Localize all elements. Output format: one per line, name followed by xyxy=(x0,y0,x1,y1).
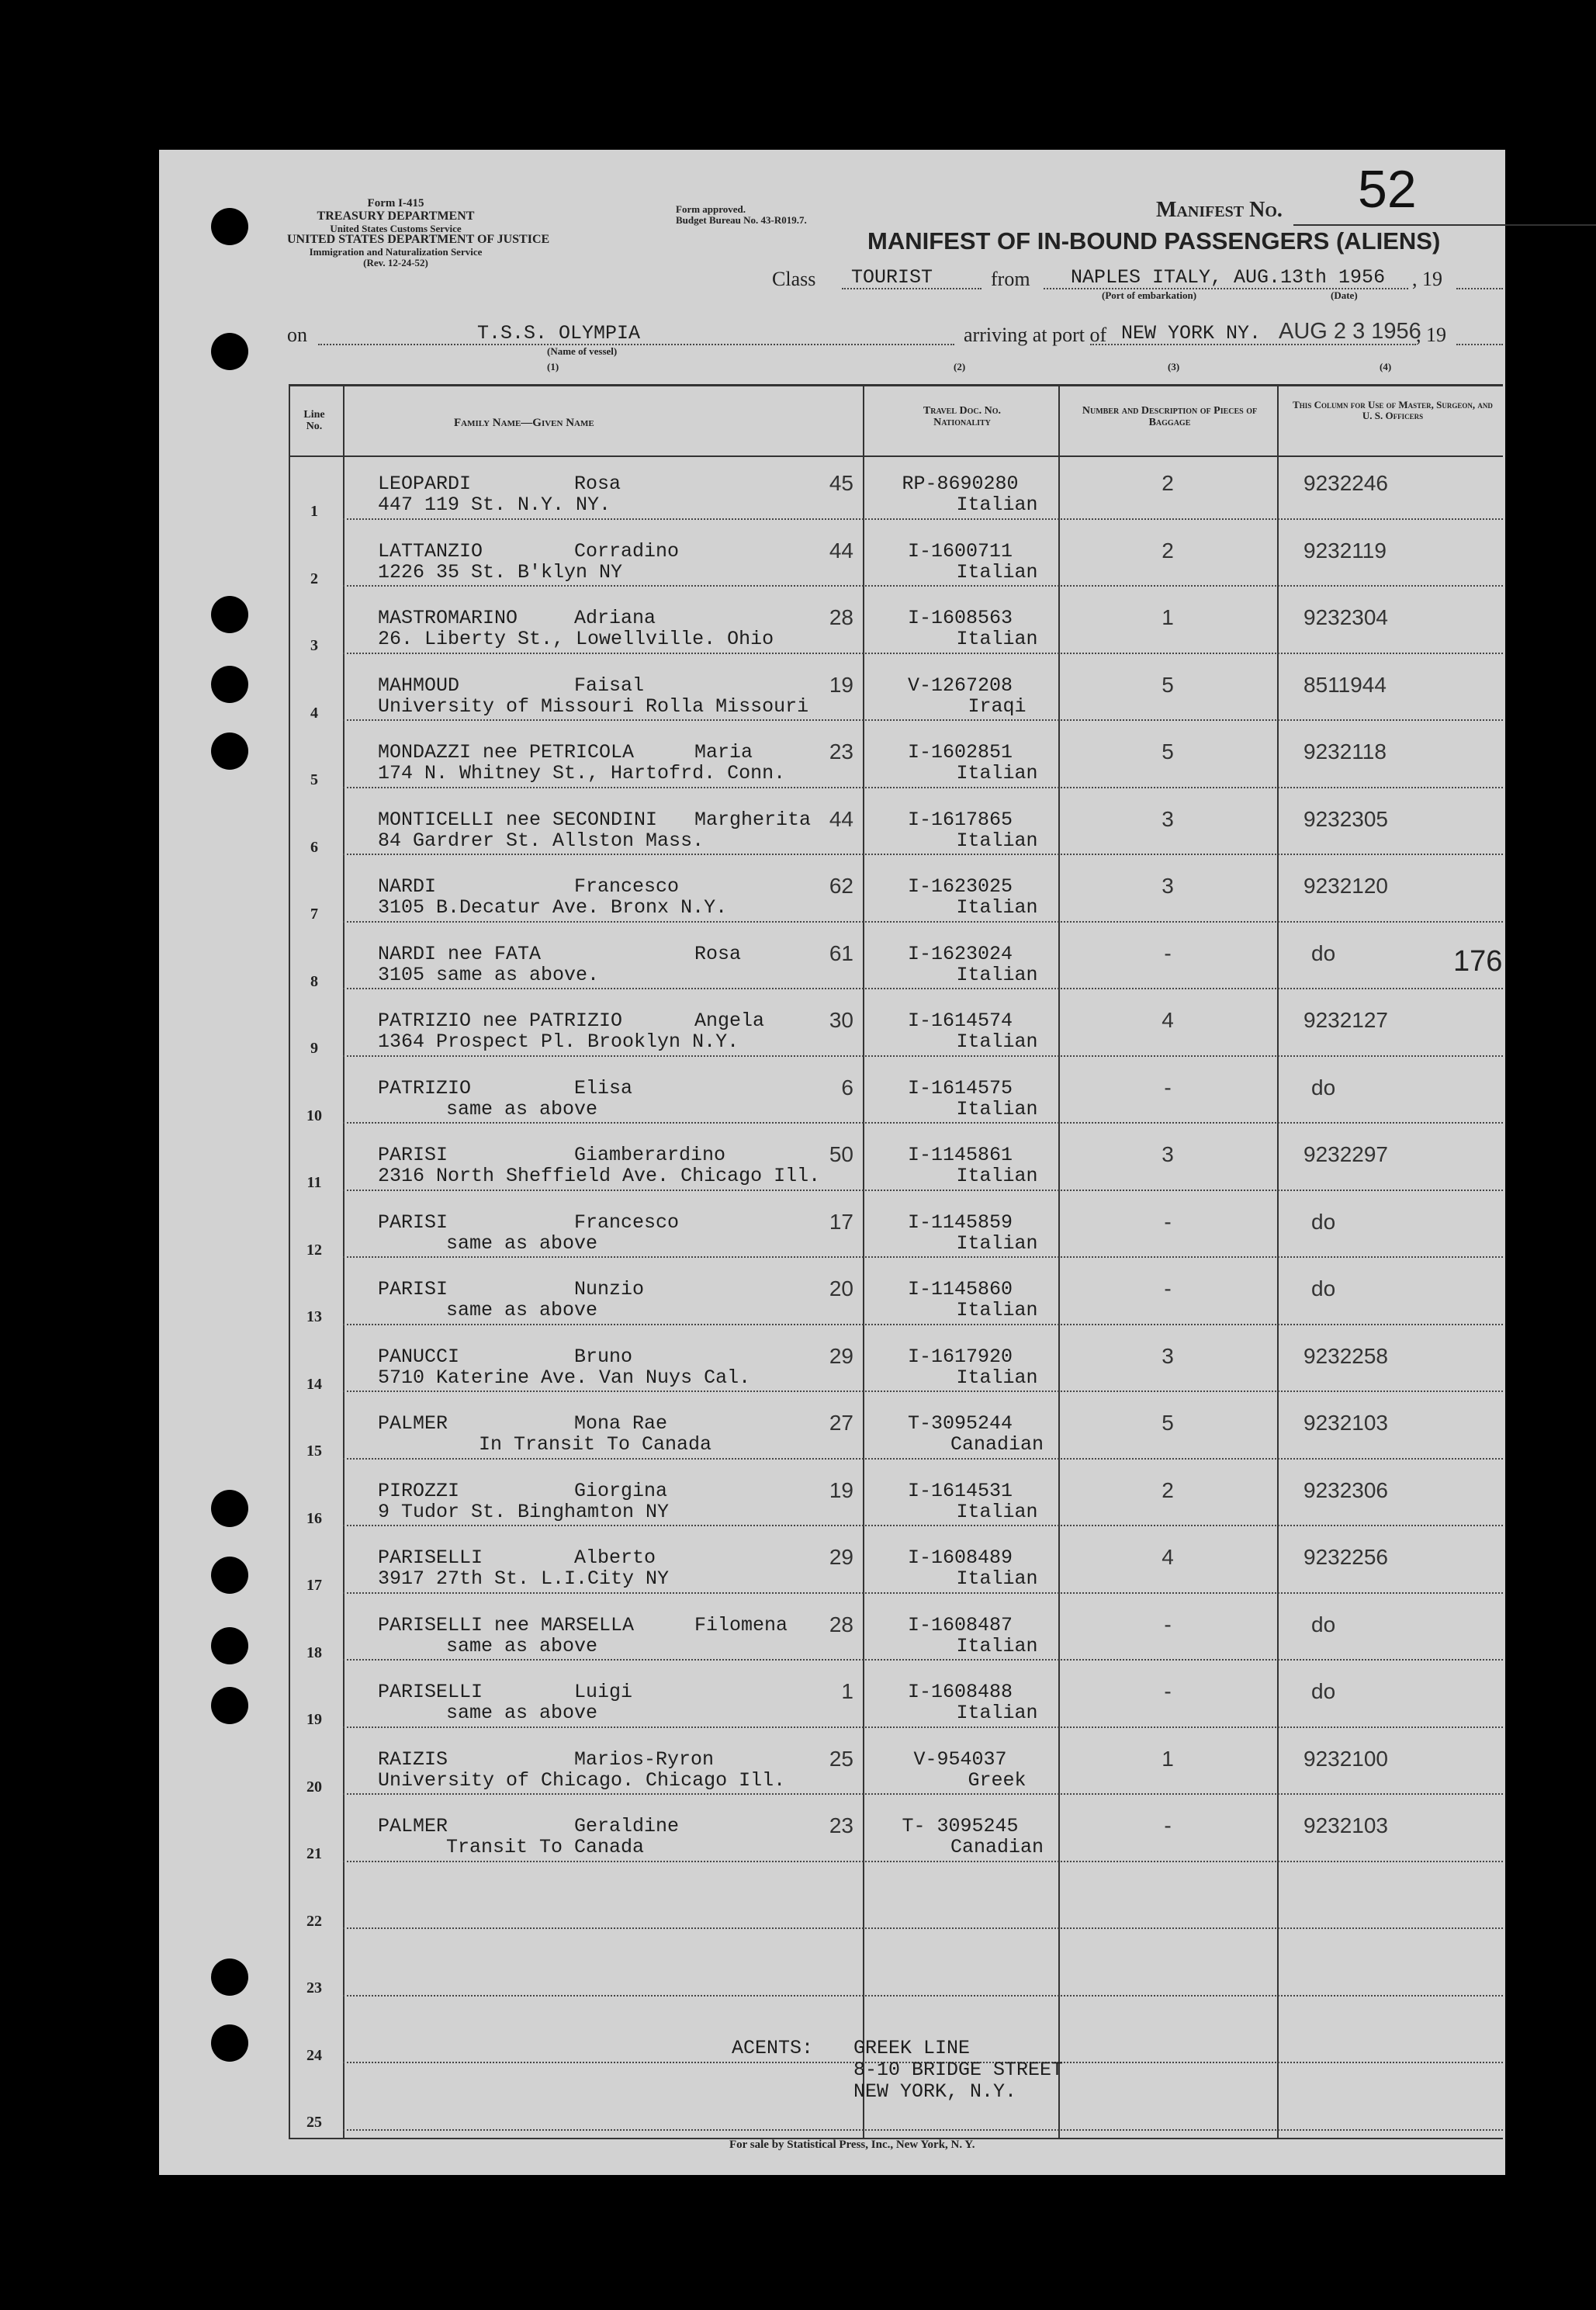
nationality: Italian xyxy=(956,1299,1038,1321)
agents-line-2: 8-10 BRIDGE STREET xyxy=(853,2059,1064,2081)
manifest-title: MANIFEST OF IN-BOUND PASSENGERS (ALIENS) xyxy=(867,227,1441,255)
age: 50 xyxy=(829,1142,853,1166)
nationality: Italian xyxy=(956,1366,1038,1389)
address: In Transit To Canada xyxy=(479,1433,712,1456)
address: same as above xyxy=(446,1299,598,1321)
officer-code: 9232304 xyxy=(1303,605,1389,629)
address: 3917 27th St. L.I.City NY xyxy=(378,1567,670,1590)
line-number: 14 xyxy=(306,1375,322,1393)
age: 19 xyxy=(829,672,853,697)
given-name: Rosa xyxy=(574,473,621,495)
punch-hole xyxy=(211,1958,248,1996)
nationality: Italian xyxy=(956,560,1038,584)
family-name: LEOPARDI xyxy=(378,473,472,495)
nationality: Italian xyxy=(956,1030,1038,1053)
family-name: PIROZZI xyxy=(378,1479,460,1502)
baggage-count: - xyxy=(1164,1209,1172,1234)
line-number: 21 xyxy=(306,1845,322,1862)
margin-note: 176 xyxy=(1453,945,1503,978)
nationality: Italian xyxy=(956,829,1038,852)
baggage-count: 5 xyxy=(1162,1411,1174,1435)
line-number: 9 xyxy=(310,1040,318,1057)
line-number: 5 xyxy=(310,771,318,788)
travel-doc-no: I-1614575 xyxy=(907,1076,1013,1100)
travel-doc-no: I-1617865 xyxy=(907,808,1013,831)
baggage-count: - xyxy=(1164,940,1172,965)
officer-code: 9232306 xyxy=(1303,1477,1389,1502)
family-name: LATTANZIO xyxy=(378,539,483,563)
travel-doc-no: I-1614531 xyxy=(907,1479,1013,1502)
age: 45 xyxy=(829,471,853,495)
address: 9 Tudor St. Binghamton NY xyxy=(378,1500,670,1523)
address: 3105 same as above. xyxy=(378,963,600,986)
class-label: Class xyxy=(772,268,816,290)
travel-doc-no: T-3095244 xyxy=(907,1412,1013,1435)
travel-doc-no: I-1623024 xyxy=(907,942,1013,965)
line-number: 16 xyxy=(306,1509,322,1527)
nationality: Italian xyxy=(956,1634,1038,1657)
given-name: Geraldine xyxy=(574,1815,680,1837)
arrival-port: NEW YORK NY. xyxy=(1121,322,1262,345)
year-suffix: , 19 xyxy=(1412,268,1442,290)
baggage-count: - xyxy=(1164,1612,1172,1636)
family-name: PATRIZIO xyxy=(378,1076,472,1100)
col-ref-3: (3) xyxy=(1168,361,1180,372)
year-suffix-2: , 19 xyxy=(1416,324,1446,346)
given-name: Elisa xyxy=(574,1076,633,1100)
address: 1364 Prospect Pl. Brooklyn N.Y. xyxy=(378,1030,739,1053)
officer-code: 9232103 xyxy=(1303,1411,1389,1435)
officer-code: 9232120 xyxy=(1303,874,1389,898)
address: same as above xyxy=(446,1634,598,1657)
col-ref-2: (2) xyxy=(954,361,966,372)
given-name: Corradino xyxy=(574,539,680,563)
address: same as above xyxy=(446,1702,598,1724)
age: 62 xyxy=(829,874,853,898)
given-name: Filomena xyxy=(694,1613,788,1636)
line-number: 4 xyxy=(310,704,318,722)
nationality: Greek xyxy=(968,1768,1026,1792)
line-number: 22 xyxy=(306,1912,322,1930)
family-name: PALMER xyxy=(378,1412,448,1435)
line-number: 19 xyxy=(306,1711,322,1728)
officer-code: do xyxy=(1311,1075,1336,1100)
family-name: PARISI xyxy=(378,1278,448,1300)
col-header-baggage: Number and Description of Pieces of Baggage xyxy=(1082,405,1258,428)
baggage-count: - xyxy=(1164,1813,1172,1837)
age: 20 xyxy=(829,1276,853,1300)
punch-hole xyxy=(211,333,248,370)
baggage-count: 5 xyxy=(1162,672,1174,697)
line-number: 24 xyxy=(306,2046,322,2064)
date-caption: (Date) xyxy=(1331,289,1358,301)
travel-doc-no: V-954037 xyxy=(913,1747,1007,1771)
baggage-count: 1 xyxy=(1162,605,1174,629)
family-name: NARDI xyxy=(378,875,437,898)
col-ref-4: (4) xyxy=(1380,361,1392,372)
age: 29 xyxy=(829,1343,853,1368)
nationality: Italian xyxy=(956,762,1038,784)
age: 28 xyxy=(829,605,853,629)
officer-code: 9232305 xyxy=(1303,806,1389,831)
age: 25 xyxy=(829,1746,853,1771)
arrival-date-stamp: AUG 2 3 1956 xyxy=(1279,319,1421,344)
nationality: Italian xyxy=(956,1702,1038,1724)
address: Transit To Canada xyxy=(446,1836,645,1858)
table-top-rule xyxy=(289,384,1503,386)
officer-code: 9232119 xyxy=(1303,538,1387,563)
address: 5710 Katerine Ave. Van Nuys Cal. xyxy=(378,1366,751,1389)
officer-code: 9232100 xyxy=(1303,1746,1389,1771)
baggage-count: - xyxy=(1164,1276,1172,1300)
line-number: 1 xyxy=(310,503,318,520)
officer-code: 9232258 xyxy=(1303,1343,1389,1368)
travel-doc-no: I-1145859 xyxy=(907,1210,1013,1234)
family-name: PANUCCI xyxy=(378,1345,460,1368)
arriving-label: arriving at port of xyxy=(964,324,1107,346)
manifest-no-label: Manifest No. xyxy=(1156,198,1283,222)
age: 23 xyxy=(829,1813,853,1837)
col-ref-1: (1) xyxy=(547,361,559,372)
line-number: 3 xyxy=(310,637,318,654)
family-name: NARDI nee FATA xyxy=(378,942,542,965)
age: 23 xyxy=(829,739,853,764)
nationality: Italian xyxy=(956,1097,1038,1120)
family-name: PALMER xyxy=(378,1815,448,1837)
line-number: 18 xyxy=(306,1643,322,1661)
address: 84 Gardrer St. Allston Mass. xyxy=(378,829,705,852)
family-name: PATRIZIO nee PATRIZIO xyxy=(378,1010,623,1032)
col-header-officers: This Column for Use of Master, Surgeon, and U. S. Officers xyxy=(1293,399,1493,421)
baggage-count: 3 xyxy=(1162,806,1174,831)
given-name: Nunzio xyxy=(574,1278,645,1300)
officer-code: do xyxy=(1311,1209,1336,1234)
officer-code: 9232127 xyxy=(1303,1008,1389,1032)
officer-code: do xyxy=(1311,1612,1336,1636)
age: 17 xyxy=(829,1209,853,1234)
nationality: Italian xyxy=(956,1231,1038,1255)
family-name: PARISELLI xyxy=(378,1546,483,1569)
manifest-no: 52 xyxy=(1358,160,1417,219)
travel-doc-no: I-1608563 xyxy=(907,607,1013,629)
age: 28 xyxy=(829,1612,853,1636)
age: 61 xyxy=(829,940,853,965)
travel-doc-no: I-1614574 xyxy=(907,1010,1013,1032)
line-number: 11 xyxy=(306,1174,322,1191)
nationality: Canadian xyxy=(950,1836,1044,1858)
baggage-count: 4 xyxy=(1162,1545,1174,1569)
vessel-name: T.S.S. OLYMPIA xyxy=(477,322,641,345)
baggage-count: 4 xyxy=(1162,1008,1174,1032)
punch-hole xyxy=(211,1490,248,1527)
line-number: 12 xyxy=(306,1241,322,1259)
line-number: 13 xyxy=(306,1308,322,1325)
given-name: Francesco xyxy=(574,1210,680,1234)
address: 1226 35 St. B'klyn NY xyxy=(378,560,623,584)
family-name: MONTICELLI nee SECONDINI xyxy=(378,808,658,831)
travel-doc-no: I-1602851 xyxy=(907,741,1013,764)
from-value: NAPLES ITALY, AUG.13th 1956 xyxy=(1071,266,1386,289)
travel-doc-no: V-1267208 xyxy=(907,674,1013,697)
given-name: Luigi xyxy=(574,1681,633,1703)
punch-hole xyxy=(211,732,248,770)
officer-code: 9232103 xyxy=(1303,1813,1389,1837)
officer-code: do xyxy=(1311,1679,1336,1703)
travel-doc-no: RP-8690280 xyxy=(902,473,1019,495)
manifest-page xyxy=(159,150,1505,2175)
nationality: Italian xyxy=(956,1567,1038,1590)
age: 30 xyxy=(829,1008,853,1032)
printer-footer: For sale by Statistical Press, Inc., New York, N. Y. xyxy=(729,2139,975,2151)
given-name: Giorgina xyxy=(574,1479,668,1502)
travel-doc-no: I-1623025 xyxy=(907,875,1013,898)
form-approval: Form approved. Budget Bureau No. 43-R019.7. xyxy=(676,203,807,227)
officer-code: 9232256 xyxy=(1303,1545,1389,1569)
line-number: 25 xyxy=(306,2114,322,2131)
given-name: Bruno xyxy=(574,1345,633,1368)
baggage-count: - xyxy=(1164,1679,1172,1703)
travel-doc-no: T- 3095245 xyxy=(902,1815,1019,1837)
nationality: Italian xyxy=(956,963,1038,986)
baggage-count: 2 xyxy=(1162,1477,1174,1502)
given-name: Francesco xyxy=(574,875,680,898)
given-name: Giamberardino xyxy=(574,1144,726,1166)
nationality: Italian xyxy=(956,1165,1038,1187)
nationality: Italian xyxy=(956,896,1038,919)
family-name: PARISI xyxy=(378,1144,448,1166)
age: 27 xyxy=(829,1411,853,1435)
officer-code: do xyxy=(1311,940,1336,965)
on-label: on xyxy=(287,324,307,346)
line-number: 8 xyxy=(310,972,318,990)
baggage-count: 3 xyxy=(1162,1142,1174,1166)
vessel-caption: (Name of vessel) xyxy=(547,345,618,357)
line-number: 7 xyxy=(310,906,318,923)
punch-hole xyxy=(211,1557,248,1594)
travel-doc-no: I-1608488 xyxy=(907,1681,1013,1703)
baggage-count: 3 xyxy=(1162,874,1174,898)
baggage-count: 5 xyxy=(1162,739,1174,764)
address: same as above xyxy=(446,1231,598,1255)
address: 174 N. Whitney St., Hartofrd. Conn. xyxy=(378,762,786,784)
col-header-name: Family Name—Given Name xyxy=(454,417,594,429)
punch-hole xyxy=(211,1627,248,1664)
family-name: MAHMOUD xyxy=(378,674,460,697)
given-name: Rosa xyxy=(694,942,742,965)
age: 29 xyxy=(829,1545,853,1569)
travel-doc-no: I-1617920 xyxy=(907,1345,1013,1368)
age: 19 xyxy=(829,1477,853,1502)
age: 1 xyxy=(841,1679,853,1703)
travel-doc-no: I-1145861 xyxy=(907,1144,1013,1166)
family-name: PARISELLI nee MARSELLA xyxy=(378,1613,635,1636)
travel-doc-no: I-1608487 xyxy=(907,1613,1013,1636)
officer-code: 9232297 xyxy=(1303,1142,1389,1166)
nationality: Canadian xyxy=(950,1433,1044,1456)
line-number: 17 xyxy=(306,1577,322,1594)
family-name: PARISI xyxy=(378,1210,448,1234)
line-number: 10 xyxy=(306,1107,322,1124)
address: 447 119 St. N.Y. NY. xyxy=(378,494,611,516)
baggage-count: 1 xyxy=(1162,1746,1174,1771)
baggage-count: 2 xyxy=(1162,538,1174,563)
address: University of Chicago. Chicago Ill. xyxy=(378,1768,786,1792)
punch-hole xyxy=(211,1687,248,1724)
punch-hole xyxy=(211,208,248,245)
age: 6 xyxy=(841,1075,853,1100)
address: University of Missouri Rolla Missouri xyxy=(378,694,809,718)
baggage-count: 3 xyxy=(1162,1343,1174,1368)
nationality: Italian xyxy=(956,628,1038,650)
address: 2316 North Sheffield Ave. Chicago Ill. xyxy=(378,1165,821,1187)
officer-code: 9232118 xyxy=(1303,739,1387,764)
address: 3105 B.Decatur Ave. Bronx N.Y. xyxy=(378,896,728,919)
age: 44 xyxy=(829,538,853,563)
class-value: TOURIST xyxy=(851,266,933,289)
from-label: from xyxy=(991,268,1030,290)
punch-hole xyxy=(211,596,248,633)
baggage-count: - xyxy=(1164,1075,1172,1100)
given-name: Alberto xyxy=(574,1546,656,1569)
travel-doc-no: I-1145860 xyxy=(907,1278,1013,1300)
age: 44 xyxy=(829,806,853,831)
address: same as above xyxy=(446,1097,598,1120)
given-name: Maria xyxy=(694,741,753,764)
family-name: PARISELLI xyxy=(378,1681,483,1703)
family-name: RAIZIS xyxy=(378,1747,448,1771)
nationality: Italian xyxy=(956,494,1038,516)
officer-code: 9232246 xyxy=(1303,471,1389,495)
col-header-travel-doc: Travel Doc. No. Nationality xyxy=(923,405,1002,428)
line-number: 6 xyxy=(310,838,318,856)
travel-doc-no: I-1608489 xyxy=(907,1546,1013,1569)
family-name: MONDAZZI nee PETRICOLA xyxy=(378,741,635,764)
given-name: Mona Rae xyxy=(574,1412,668,1435)
punch-hole xyxy=(211,666,248,703)
address: 26. Liberty St., Lowellville. Ohio xyxy=(378,628,774,650)
line-number: 15 xyxy=(306,1442,322,1460)
baggage-count: 2 xyxy=(1162,471,1174,495)
port-caption: (Port of embarkation) xyxy=(1102,289,1197,301)
given-name: Adriana xyxy=(574,607,656,629)
line-number: 23 xyxy=(306,1979,322,1997)
nationality: Italian xyxy=(956,1500,1038,1523)
given-name: Margherita xyxy=(694,808,812,831)
line-number: 2 xyxy=(310,570,318,587)
agents-line-3: NEW YORK, N.Y. xyxy=(853,2080,1017,2103)
given-name: Faisal xyxy=(574,674,645,697)
nationality: Iraqi xyxy=(968,694,1026,718)
punch-hole xyxy=(211,2024,248,2062)
agents-label: ACENTS: xyxy=(732,2037,814,2059)
officer-code: do xyxy=(1311,1276,1336,1300)
officer-code: 8511944 xyxy=(1303,672,1387,697)
table-header-rule xyxy=(289,455,1503,457)
family-name: MASTROMARINO xyxy=(378,607,518,629)
agents-line-1: GREEK LINE xyxy=(853,2037,971,2059)
given-name: Angela xyxy=(694,1010,765,1032)
form-header-block: Form I-415 TREASURY DEPARTMENT United States Customs Service UNITED STATES DEPARTMENT OF JUSTICE Immigration and Naturalization Service (Rev. 12-24-52) xyxy=(287,197,550,268)
travel-doc-no: I-1600711 xyxy=(907,539,1013,563)
line-number: 20 xyxy=(306,1778,322,1796)
given-name: Marios-Ryron xyxy=(574,1747,715,1771)
col-header-line-no: Line No. xyxy=(303,409,325,433)
